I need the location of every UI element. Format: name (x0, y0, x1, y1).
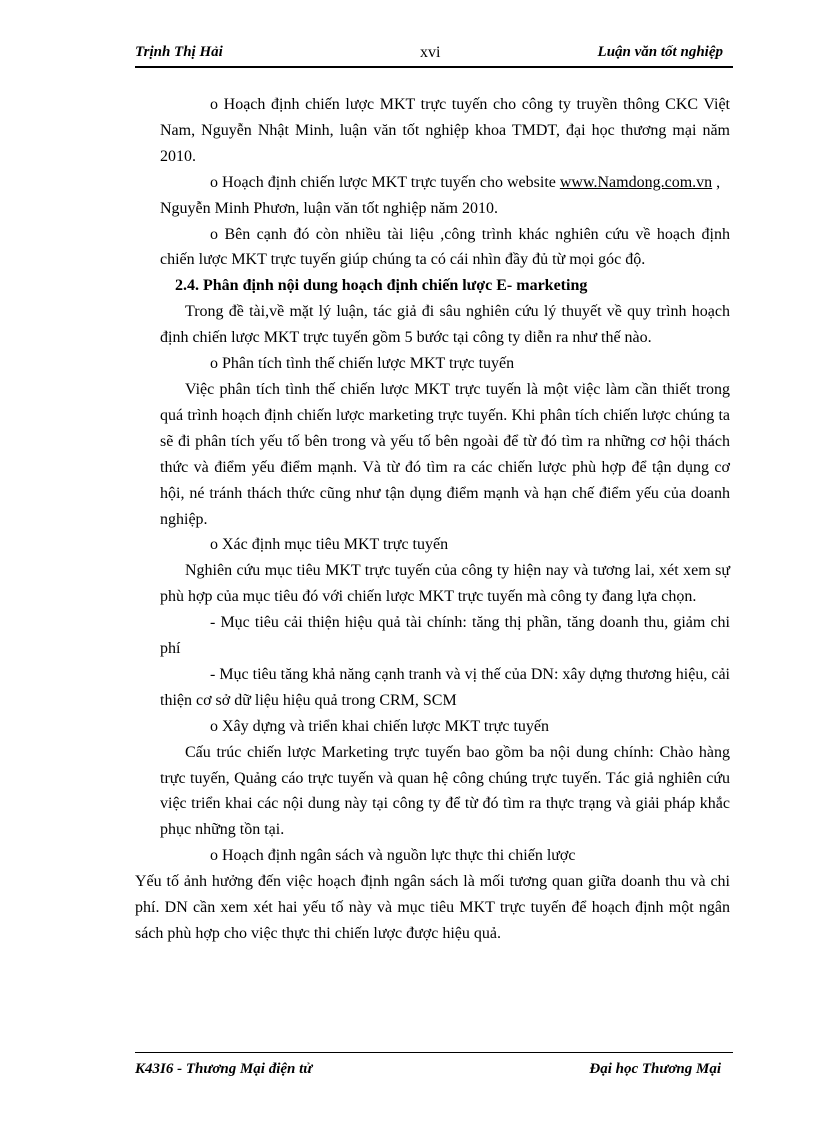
section-heading: 2.4. Phân định nội dung hoạch định chiến lược E- marketing (175, 277, 588, 295)
bullet-step-objectives: o Xác định mục tiêu MKT trực tuyến (210, 536, 449, 554)
document-body (135, 92, 730, 947)
paragraph-strategy: Cấu trúc chiến lược Marketing trực tuyến bao gồm ba nội dung chính: Chào hàng trực tuyến, Quảng cáo trực tuyến và quan hệ công chúng trực tuyến. Tác giả nghiên cứu việc triển khai các nội dung này tại công ty để từ đó tìm ra thực trạng và giải pháp khắc phục những tồn tại. (160, 743, 730, 839)
paragraph-budget: Yếu tố ảnh hưởng đến việc hoạch định ngân sách là mối tương quan giữa doanh thu và chi phí. DN cần xem xét hai yếu tố này và mục tiêu MKT trực tuyến để hoạch định một ngân sách phù hợp cho việc thực thi chiến lược được hiệu quả. (135, 873, 730, 942)
header-doc-type: Luận văn tốt nghiệp (597, 44, 723, 60)
footer-class-code: K43I6 - Thương Mại điện tử (135, 1061, 313, 1077)
footer-university: Đại học Thương Mại (589, 1061, 721, 1077)
paragraph-situation: Việc phân tích tình thế chiến lược MKT trực tuyến là một việc làm cần thiết trong quá trình hoạch định chiến lược marketing trực tuyến. Khi phân tích chiến lược chúng ta sẽ đi phân tích yếu tố bên trong và yếu tố bên ngoài để từ đó tìm ra những cơ hội thách thức và điểm yếu điểm mạnh. Và từ đó tìm ra các chiến lược phù hợp để tận dụng cơ hội, né tránh thách thức cũng như tận dụng điểm mạnh và hạn chế điểm yếu của doanh nghiệp. (160, 380, 730, 528)
header-page-number: xvi (420, 44, 441, 61)
bullet-step-budget: o Hoạch định ngân sách và nguồn lực thực thi chiến lược (210, 847, 576, 865)
bullet-reference-1: o Hoạch định chiến lược MKT trực tuyến cho công ty truyền thông CKC Việt Nam, Nguyễn Nhật Minh, luận văn tốt nghiệp khoa TMDT, đại học thương mại năm 2010. (160, 96, 730, 165)
paragraph-intro: Trong đề tài,về mặt lý luận, tác giả đi sâu nghiên cứu lý thuyết về quy trình hoạch định chiến lược MKT trực tuyến gồm 5 bước tại công ty diễn ra như thế nào. (160, 303, 730, 347)
bullet-reference-3: o Bên cạnh đó còn nhiều tài liệu ,công trình khác nghiên cứu về hoạch định chiến lược MKT trực tuyến giúp chúng ta có cái nhìn đầy đủ từ mọi góc độ. (160, 225, 730, 269)
dash-item-financial: - Mục tiêu cải thiện hiệu quả tài chính: tăng thị phần, tăng doanh thu, giảm chi phí (160, 614, 730, 658)
website-link[interactable]: www.Namdong.com.vn (559, 173, 713, 191)
bullet-step-situation: o Phân tích tình thế chiến lược MKT trực tuyến (210, 355, 515, 373)
bullet-reference-2-prefix: o Hoạch định chiến lược MKT trực tuyến cho website (210, 173, 560, 191)
dash-item-competitive: - Mục tiêu tăng khả năng cạnh tranh và vị thế của DN: xây dựng thương hiệu, cải thiện cơ sở dữ liệu hiệu quả trong CRM, SCM (160, 665, 730, 709)
header-author: Trịnh Thị Hải (135, 44, 223, 60)
bullet-reference-2-suffix: , Nguyễn Minh Phươn, luận văn tốt nghiệp năm 2010. (160, 173, 721, 217)
paragraph-objectives: Nghiên cứu mục tiêu MKT trực tuyến của công ty hiện nay và tương lai, xét xem sự phù hợp của mục tiêu đó với chiến lược MKT trực tuyến mà công ty đang lựa chọn. (160, 562, 730, 606)
page-header (135, 42, 733, 68)
bullet-reference-2 (160, 170, 730, 222)
bullet-step-strategy: o Xây dựng và triển khai chiến lược MKT trực tuyến (210, 717, 549, 735)
page-footer (135, 1052, 733, 1077)
